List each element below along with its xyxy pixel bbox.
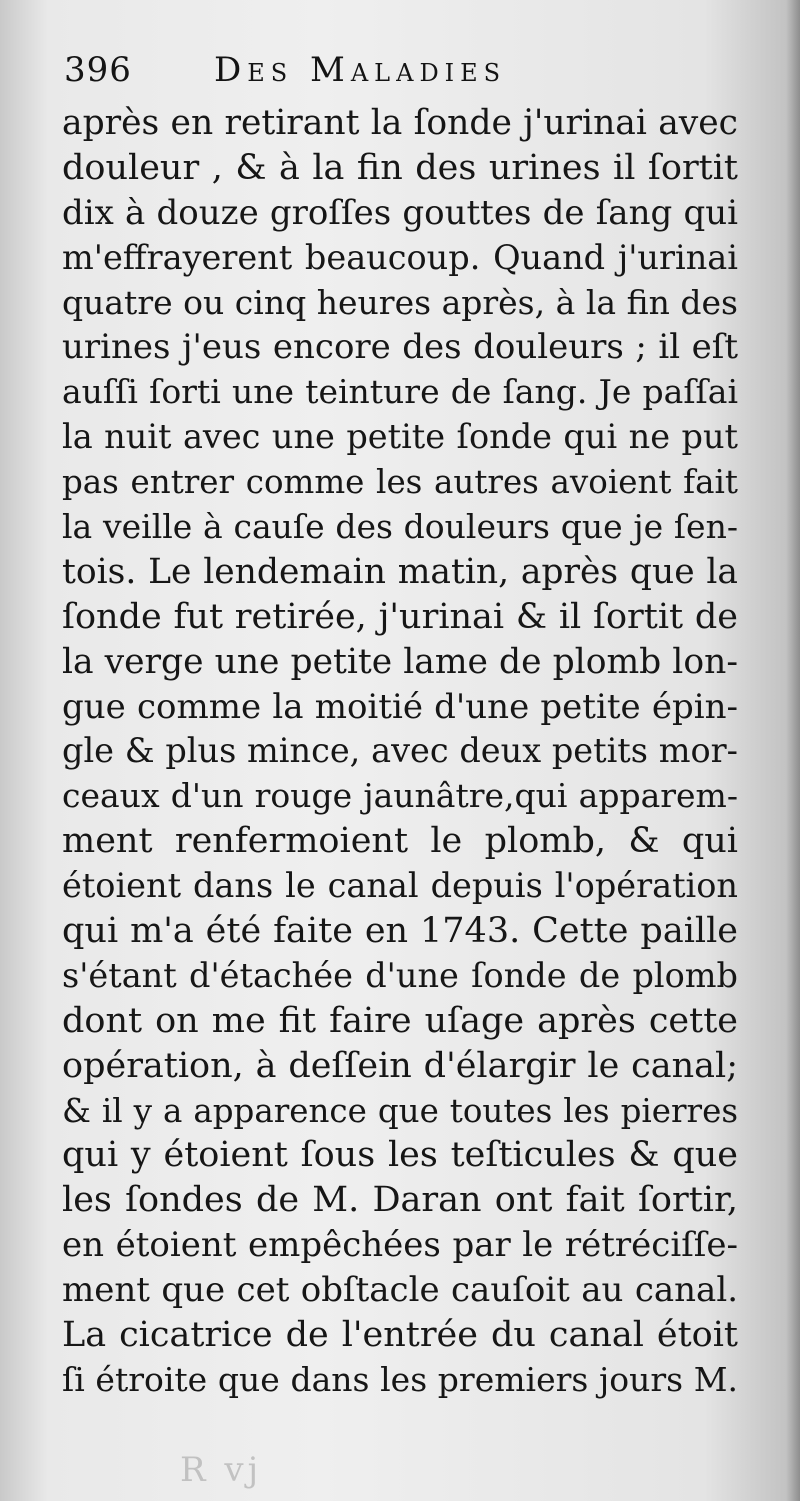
text-line: ment que cet obſtacle cauſoit au canal. [62, 1270, 738, 1311]
page-edge-shadow [786, 0, 800, 1501]
text-line: la nuit avec une petite ſonde qui ne put [62, 417, 738, 457]
text-line: dont on me fit faire uſage après cette [62, 1000, 738, 1041]
text-line: opération, à deſſein d'élargir le canal; [62, 1045, 738, 1086]
text-line: étoient dans le canal depuis l'opération [62, 866, 738, 906]
text-line: pas entrer comme les autres avoient fait [62, 463, 738, 502]
text-line: urines j'eus encore des douleurs ; il eſt [62, 327, 738, 368]
text-line: la verge une petite lame de plomb lon- [62, 641, 738, 682]
text-line: dix à douze groſſes gouttes de ſang qui [62, 192, 738, 233]
text-line: La cicatrice de l'entrée du canal étoit [62, 1315, 738, 1356]
text-line: qui y étoient ſous les teſticules & que [62, 1135, 738, 1176]
text-line: les ſondes de M. Daran ont fait ſortir, [62, 1180, 738, 1221]
text-line: auſſi ſorti une teinture de ſang. Je paſſai [62, 372, 738, 412]
text-line: ceaux d'un rouge jaunâtre,qui apparem- [62, 776, 738, 816]
text-line: & il y a apparence que toutes les pierres [62, 1091, 738, 1130]
text-line: qui m'a été faite en 1743. Cette paille [62, 911, 738, 952]
text-line: gue comme la moitié d'une petite épin- [62, 686, 738, 727]
text-line: douleur , & à la fin des urines il ſortit [62, 147, 738, 188]
text-line: après en retirant la ſonde j'urinai avec [62, 103, 738, 143]
text-line: la veille à cauſe des douleurs que je ſen- [62, 507, 738, 547]
body-text [62, 101, 738, 1403]
text-line: ſi étroite que dans les premiers jours M. [62, 1359, 738, 1399]
text-line: m'effrayerent beaucoup. Quand j'urinai [62, 237, 738, 277]
text-line: gle & plus mince, avec deux petits mor- [62, 731, 738, 771]
text-line: ſonde fut retirée, j'urinai & il ſortit de [62, 596, 738, 637]
page-number: 396 [64, 50, 132, 90]
page-header [62, 50, 762, 98]
text-line: quatre ou cinq heures après, à la fin des [62, 282, 738, 322]
text-line: ment renfermoient le plomb, & qui [62, 821, 738, 862]
text-line: s'étant d'étachée d'une ſonde de plomb [62, 955, 738, 995]
text-line: tois. Le lendemain matin, après que la [62, 551, 738, 592]
text-line: en étoient empêchées par le rétréciſſe- [62, 1225, 738, 1266]
running-head: Des Maladies [214, 50, 507, 90]
signature-mark: R vj [180, 1450, 263, 1490]
